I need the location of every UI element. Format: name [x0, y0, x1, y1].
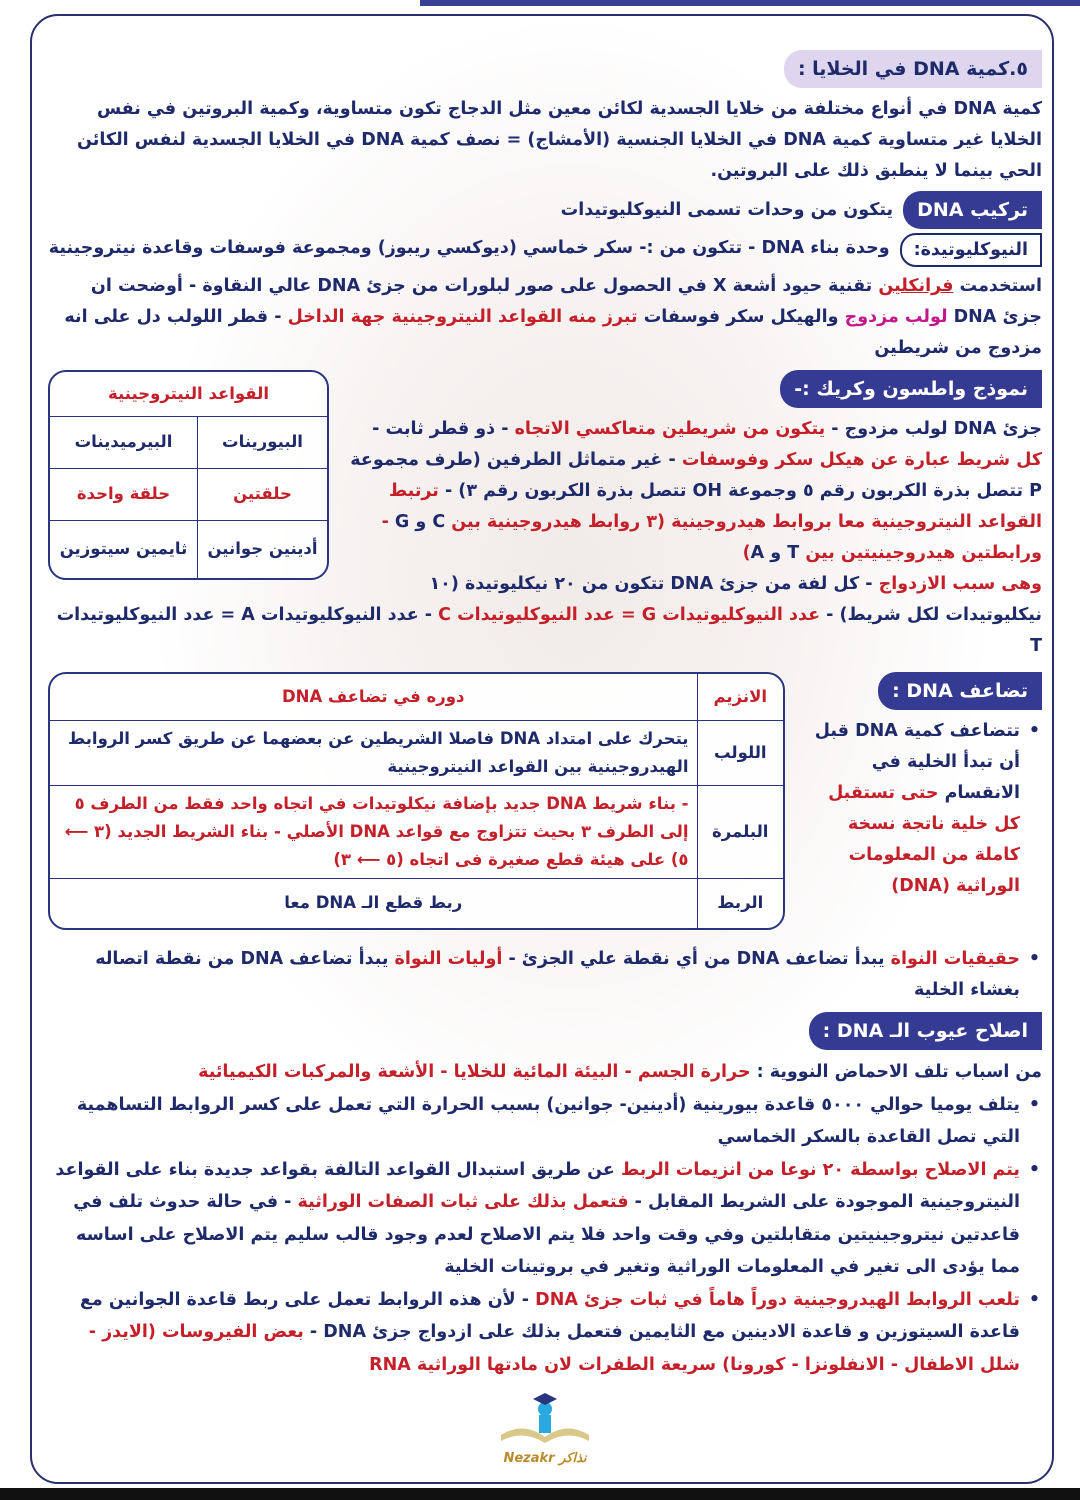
nitrogen-bases-table [48, 370, 329, 580]
text-segment: يبدأ تضاعف DNA من أي نقطة علي الجزئ - [502, 949, 891, 969]
text-segment: كمية DNA في أنواع مختلفة من خلايا الجسدية لكائن معين مثل الدجاج تكون متساوية، وكمية البروتين في نفس الخلايا غير متساوية كمية DNA في الخلايا الجنسية (الأمشاج) = نصف كمية DNA في الخلايا الجسدية لنفس الكائن الحي بينما لا ينطبق ذلك على البروتين. [77, 99, 1042, 181]
page-frame [30, 14, 1054, 1484]
purine-rings: حلقتين [197, 468, 327, 520]
text-segment: جزئ DNA لولب مزدوج - [825, 419, 1042, 439]
enzyme-helicase: اللولب [697, 720, 783, 785]
text-segment: حتى تستقبل كل خلية ناتجة نسخة كاملة من المعلومات الوراثية (DNA) [828, 783, 1020, 896]
text-segment: C و G [394, 512, 446, 532]
logo-text: Nezakr نذاكر [503, 1451, 587, 1466]
text-segment: - قطر اللولب دل على انه مزدوج من شريطين [64, 307, 1042, 358]
text-segment: يتلف يوميا حوالي ٥٠٠٠ قاعدة بيورينية (أدينين- جوانين) بسبب الحرارة التي تعمل على كسر الروابط التساهمية التي تصل القاعدة بالسكر الخماسي [76, 1094, 1020, 1147]
repair-bullet-2 [48, 1154, 1042, 1284]
franklin-para [48, 271, 1042, 364]
nucleotide-row [48, 233, 1042, 267]
text-segment: ترتبط القواعد النيتروجينية معا بروابط هيدروجينية (٣ روابط هيدروجينية بين [388, 481, 1042, 532]
ligase-role: ربط قطع الـ DNA معا [50, 878, 697, 928]
text-segment: والهيكل سكر فوسفات [637, 307, 845, 327]
top-bar [420, 0, 1080, 6]
text-segment: عن طريق استبدال القواعد التالفة بقواعد جديدة بناء على القواعد النيتروجينية الموجودة على الشريط المقابل - [55, 1159, 1020, 1212]
nucleotide-label: النيوكليوتيدة: [900, 233, 1042, 267]
purine-examples: أدينين جوانين [197, 520, 327, 578]
nezakr-logo [495, 1391, 595, 1466]
helicase-role: يتحرك على امتداد DNA فاصلا الشريطين عن بعضهما عن طريق كسر الروابط الهيدروجينية بين القواعد النيتروجينية [50, 720, 697, 785]
text-segment: - ورابطتين هيدروجينيتين بين [381, 512, 1042, 563]
enzyme-polymerase: البلمرة [697, 785, 783, 878]
graduate-book-icon [495, 1391, 595, 1447]
text-segment: - كل لفة من جزئ DNA تتكون من ٢٠ نيكليوتيدة (١٠ نيكليوتيدات لكل شريط) - [429, 574, 1042, 625]
text-segment: - ذو قطر ثابت - [372, 419, 515, 439]
text-segment: حقيقيات النواة [890, 949, 1020, 969]
repair-bullet-3 [48, 1284, 1042, 1382]
text-segment: من اسباب تلف الاحماض النووية : [750, 1062, 1042, 1082]
heading-dna-repair: اصلاح عيوب الـ DNA : [809, 1012, 1042, 1050]
text-segment: عدد النيوكليوتيدات G = عدد النيوكليوتيدات C [438, 605, 821, 625]
text-segment: بعض الفيروسات (الايدز - شلل الاطفال - الانفلونزا - كورونا) سريعة الطفرات لان مادتها الوراثية RNA [88, 1322, 1020, 1375]
text-segment: تتضاعف كمية DNA قبل أن تبدأ الخلية في الانقسام [814, 721, 1020, 803]
pyrimidines: البيرميدينات [50, 416, 197, 468]
heading-watson-crick: نموذج واطسون وكريك :- [780, 370, 1042, 408]
text-segment: فتعمل بذلك على ثبات الصفات الوراثية [297, 1192, 629, 1212]
text-segment: تلعب الروابط الهيدروجينية دوراً هاماً في ثبات جزئ DNA [535, 1289, 1020, 1310]
text-segment: يتكون من شريطين متعاكسي الاتجاه [514, 419, 826, 439]
enzyme-ligase: الربط [697, 878, 783, 928]
replication-bullets [48, 944, 1042, 1006]
heading-dna-replication: تضاعف DNA : [878, 672, 1042, 710]
replication-bullet-2 [48, 944, 1042, 1006]
text-segment: - عدد النيوكليوتيدات A = عدد النيوكليوتيدات T [56, 605, 1042, 656]
watson-crick-para-cont [48, 569, 1042, 662]
text-segment: ) [742, 543, 751, 563]
enzyme-header: الانزيم [697, 674, 783, 720]
text-segment: T و A [750, 543, 800, 563]
bottom-bar [0, 1488, 1080, 1500]
text-segment: وحدة بناء DNA - تتكون من :- سكر خماسي (ديوكسي ريبوز) ومجموعة فوسفات وقاعدة نيتروجينية [48, 238, 890, 258]
nucleotide-definition [49, 233, 890, 264]
purines: البيورينات [197, 416, 327, 468]
text-segment: يبدأ تضاعف DNA من نقطة اتصاله بغشاء الخلية [95, 949, 1020, 1000]
bases-table-title: القواعد النيتروجينية [50, 372, 327, 416]
pyrimidine-rings: حلقة واحدة [50, 468, 197, 520]
heading-dna-structure: تركيب DNA [903, 191, 1042, 229]
text-segment: - غير متماثل الطرفين (طرف مجموعة P تتصل بذرة الكربون رقم ٥ وجموعة OH تتصل بذرة الكربون رقم ٣) - [350, 450, 1042, 501]
structure-subtitle: يتكون من وحدات تسمى النيوكليوتيدات [560, 199, 894, 220]
repair-bullet-1 [48, 1089, 1042, 1154]
pyrimidine-examples: ثايمين سيتوزين [50, 520, 197, 578]
replication-bullet-narrow [48, 716, 1042, 902]
text-segment: تبرز منه القواعد النيتروجينية جهة الداخل [287, 307, 638, 327]
text-segment: أوليات النواة [394, 949, 503, 969]
text-segment: تقنية حيود أشعة X في الحصول على صور لبلورات من جزئ DNA عالي النقاوة - أوضحت ان جزئ DNA [90, 276, 1042, 327]
para-dna-amount [48, 94, 1042, 187]
text-segment: - لأن هذه الروابط تعمل على ربط قاعدة الجوانين مع قاعدة السيتوزين و قاعدة الادينين مع الثايمين فتعمل بذلك على ازدواج جزئ DNA - [79, 1289, 1020, 1342]
role-header: دوره في تضاعف DNA [50, 674, 697, 720]
text-segment: - في حالة حدوث تلف في قاعدتين نيتروجينيتين متقابلتين وفي وقت واحد فلا يتم الاصلاح لعدم وجود قالب سليم يتم الاصلاح على اساسه مما يؤدى الى تغير في المعلومات الوراثية وتغير في بروتينات الخلية [73, 1192, 1020, 1277]
replication-bullet-1 [48, 716, 1042, 902]
repair-causes [48, 1056, 1042, 1089]
text-segment: فرانكلين [878, 276, 954, 296]
repair-section [48, 1056, 1042, 1381]
heading-dna-amount: ٥.كمية DNA في الخلايا : [784, 50, 1042, 88]
text-segment: كل شريط عبارة عن هيكل سكر وفوسفات [681, 450, 1042, 470]
structure-row [48, 191, 1042, 229]
text-segment: حرارة الجسم - البيئة المائية للخلايا - الأشعة والمركبات الكيميائية [198, 1062, 751, 1082]
text-segment: لولب مزدوج [844, 307, 948, 327]
polymerase-role: - بناء شريط DNA جديد بإضافة نيكلوتيدات في اتجاه واحد فقط من الطرف ٥ إلى الطرف ٣ بحيث تتزاوج مع قواعد DNA الأصلي - بناء الشريط الجديد (٣ ⟵ ٥) على هيئة قطع صغيرة فى اتجاه (٥ ⟵ ٣) [50, 785, 697, 878]
text-segment: استخدمت [953, 276, 1042, 296]
text-segment: يتم الاصلاح بواسطة ٢٠ نوعا من انزيمات الربط [620, 1159, 1020, 1180]
text-segment: وهى سبب الازدواج [878, 574, 1042, 594]
